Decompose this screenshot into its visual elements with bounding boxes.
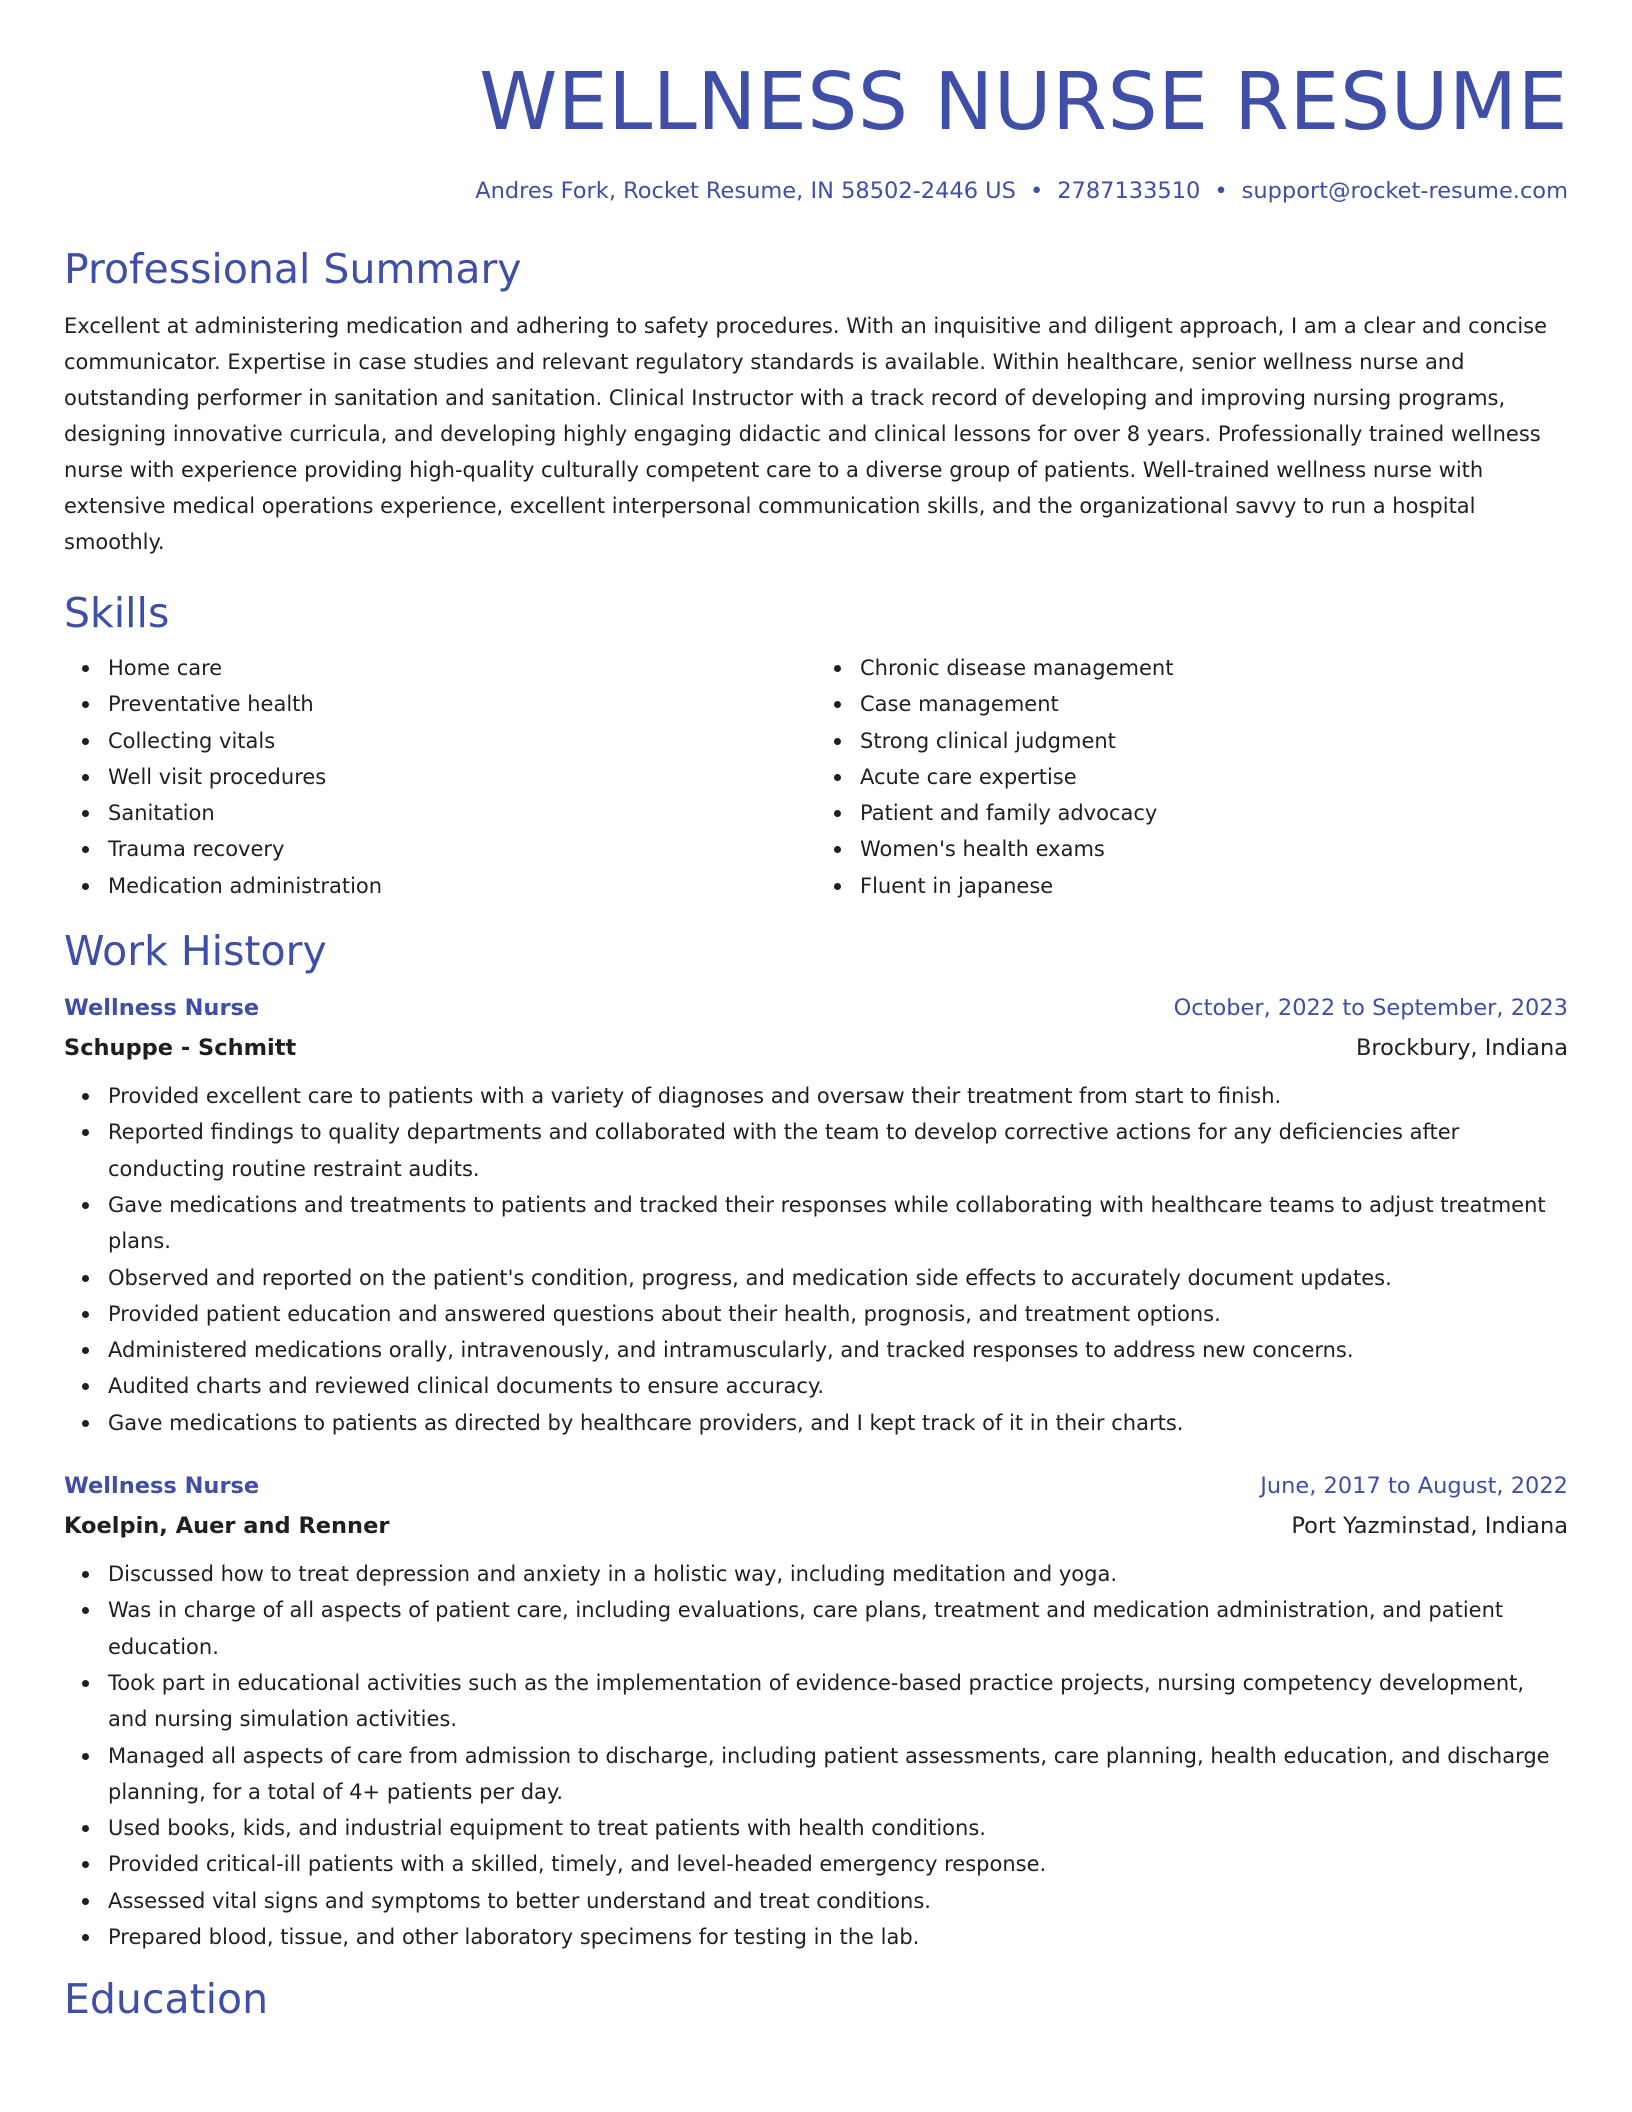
job-company-row [64,1028,1568,1068]
education-heading: Education [64,1975,269,2024]
skill-item: Trauma recovery [108,831,816,867]
job-location: Port Yazminstad, Indiana [1291,1513,1568,1540]
skill-item: Medication administration [108,868,816,904]
job-title: Wellness Nurse [64,1473,260,1500]
summary-text: Excellent at administering medication and adhering to safety procedures. With an inquisitive and diligent approach, I am a clear and concise communicator. Expertise in case studies and relevant regulatory standards is available. Within healthcare, senior wellness nurse and outstanding performer in sanitation and sanitation. Clinical Instructor with a track record of developing and improving nursing programs, designing innovative curricula, and developing highly engaging didactic and clinical lessons for over 8 years. Professionally trained wellness nurse with experience providing high-quality culturally competent care to a diverse group of patients. Well-trained wellness nurse with extensive medical operations experience, excellent interpersonal communication skills, and the organizational savvy to run a hospital smoothly. [64,314,1548,554]
job-duty: Discussed how to treat depression and anxiety in a holistic way, including meditation and yoga. [108,1556,1568,1592]
skills-list-right [816,650,1568,904]
summary-heading: Professional Summary [64,245,522,293]
job-entry [64,1466,1568,1955]
job-title: Wellness Nurse [64,995,260,1022]
job-duty: Observed and reported on the patient's condition, progress, and medication side effects to accurately document updates. [108,1260,1568,1296]
skill-item: Acute care expertise [860,759,1568,795]
skills-list-left [64,650,816,904]
job-duty: Provided excellent care to patients with a variety of diagnoses and oversaw their treatment from start to finish. [108,1078,1568,1114]
skills-grid [64,650,1568,904]
skill-item: Case management [860,686,1568,722]
job-duty: Used books, kids, and industrial equipment to treat patients with health conditions. [108,1810,1568,1846]
job-duty: Provided critical-ill patients with a skilled, timely, and level-headed emergency response. [108,1846,1568,1882]
skill-item: Strong clinical judgment [860,723,1568,759]
job-duty: Gave medications to patients as directed by healthcare providers, and I kept track of it in their charts. [108,1405,1568,1441]
resume-title: WELLNESS NURSE RESUME [479,56,1568,148]
contact-email: support@rocket-resume.com [1241,178,1568,204]
work-history-heading: Work History [64,927,327,976]
job-company: Schuppe - Schmitt [64,1035,297,1062]
skill-item: Preventative health [108,686,816,722]
contact-phone: 2787133510 [1057,178,1201,204]
skill-item: Chronic disease management [860,650,1568,686]
job-duties-list [64,1078,1568,1441]
job-duty: Reported findings to quality departments and collaborated with the team to develop corrective actions for any deficiencies after conducting routine restraint audits. [108,1114,1568,1187]
skills-heading: Skills [64,589,170,637]
job-dates: October, 2022 to September, 2023 [1173,995,1568,1022]
job-duty: Audited charts and reviewed clinical documents to ensure accuracy. [108,1368,1568,1404]
contact-separator: • [1214,178,1228,204]
job-duty: Prepared blood, tissue, and other laboratory specimens for testing in the lab. [108,1919,1568,1955]
job-dates: June, 2017 to August, 2022 [1260,1473,1568,1500]
job-duty: Took part in educational activities such as the implementation of evidence-based practice projects, nursing competency development, and nursing simulation activities. [108,1665,1568,1738]
contact-address: Andres Fork, Rocket Resume, IN 58502-2446 US [475,178,1016,204]
skill-item: Collecting vitals [108,723,816,759]
job-company: Koelpin, Auer and Renner [64,1513,390,1540]
job-duty: Managed all aspects of care from admission to discharge, including patient assessments, care planning, health education, and discharge planning, for a total of 4+ patients per day. [108,1738,1568,1811]
contact-line [64,176,1568,206]
skill-item: Women's health exams [860,831,1568,867]
skill-item: Sanitation [108,795,816,831]
skill-item: Fluent in japanese [860,868,1568,904]
job-duties-list [64,1556,1568,1955]
job-title-row [64,988,1568,1028]
contact-separator: • [1029,178,1044,204]
skill-item: Patient and family advocacy [860,795,1568,831]
skill-item: Well visit procedures [108,759,816,795]
skill-item: Home care [108,650,816,686]
job-duty: Assessed vital signs and symptoms to better understand and treat conditions. [108,1883,1568,1919]
job-duty: Gave medications and treatments to patients and tracked their responses while collaborating with healthcare teams to adjust treatment plans. [108,1187,1568,1260]
job-location: Brockbury, Indiana [1355,1035,1568,1062]
job-duty: Administered medications orally, intravenously, and intramuscularly, and tracked responses to address new concerns. [108,1332,1568,1368]
job-title-row [64,1466,1568,1506]
job-company-row [64,1506,1568,1546]
resume-page [64,0,1568,2026]
job-entry [64,988,1568,1441]
job-duty: Was in charge of all aspects of patient care, including evaluations, care plans, treatment and medication administration, and patient education. [108,1592,1568,1665]
job-duty: Provided patient education and answered questions about their health, prognosis, and treatment options. [108,1296,1568,1332]
